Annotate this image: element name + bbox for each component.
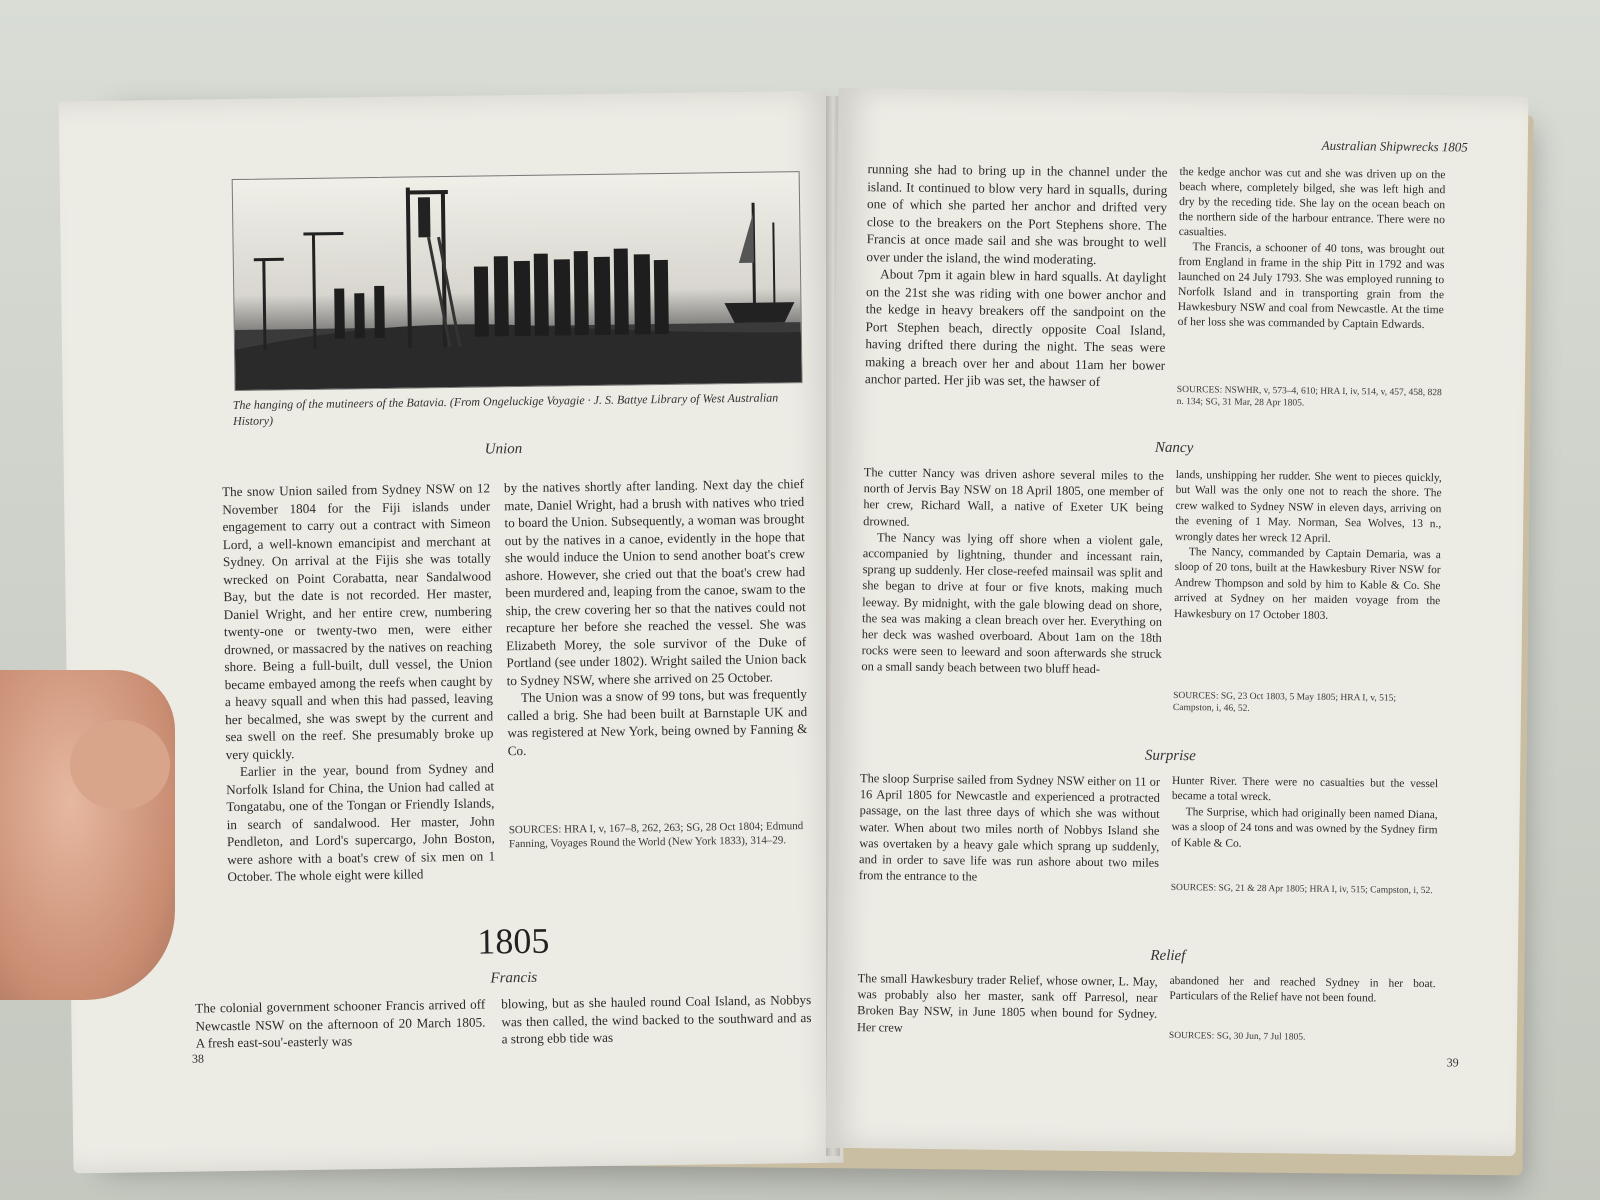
- relief-column-2: [1169, 974, 1435, 1008]
- illustration-caption: The hanging of the mutineers of the Batavia. (From Ongeluckige Voyagie · J. S. Battye Library of West Australian History): [232, 390, 779, 429]
- francis-sources: SOURCES: NSWHR, v, 573–4, 610; HRA I, iv, 514, v, 457, 458, 828 n. 134; SG, 31 Mar, 28 Apr 1805.: [1176, 384, 1442, 409]
- francis-cont-paragraph-3: the kedge anchor was cut and she was driven up on the beach where, completely bilged, she was left high and dry by the receding tide. She lay on the ocean beach on the northern side of the harbour entrance. There were no casualties.: [1178, 164, 1446, 239]
- right-page: [826, 88, 1529, 1156]
- francis-cont-paragraph-2: About 7pm it again blew in hard squalls. At daylight on the 21st she was riding with one bower anchor and the kedge in heavy breakers off the sandpoint on the Port Stephen beach, directly opposite Coal Island, having drifted there during the night. The seas were making a breach over her and about 11am her bower anchor parted. Her jib was set, the hawser of: [864, 266, 1167, 390]
- page-number-left: 38: [191, 1051, 205, 1066]
- surprise-column-1: [859, 770, 1160, 887]
- hand-holding-book: [0, 670, 175, 1000]
- relief-paragraph-1: The small Hawkesbury trader Relief, whose owner, L. May, was probably also her master, sank off Parresol, near Broken Bay NSW, in June 1805 when bound for Sydney. Her crew: [856, 971, 1158, 1035]
- relief-sources: SOURCES: SG, 30 Jun, 7 Jul 1805.: [1168, 1030, 1306, 1043]
- union-paragraph-4: The Union was a snow of 99 tons, but was frequently called a brig. She had been built at Barnstaple UK and was registered at New York, being owned by Fanning & Co.: [507, 686, 808, 758]
- batavia-hanging-illustration: [232, 171, 803, 391]
- union-paragraph-2: Earlier in the year, bound from Sydney and Norfolk Island for China, the Union had called at Tongatabu, one of the Tongan or Friendly Islands, in search of sandalwood. Her master, John Pendleton, and Lord's supercargo, John Boston, were ashore with a boat's crew of six men on 1 October. The whole eight were killed: [226, 760, 496, 885]
- illustration-drawing: [233, 172, 802, 390]
- francis-cont-column-2: [1178, 164, 1446, 332]
- nancy-column-2: [1174, 468, 1442, 625]
- section-title-surprise: Surprise: [1144, 747, 1196, 765]
- surprise-paragraph-3: The Surprise, which had originally been named Diana, was a sloop of 24 tons and was owned by the Sydney firm of Kable & Co.: [1171, 805, 1438, 850]
- thumb: [70, 720, 170, 810]
- surprise-sources: SOURCES: SG, 21 & 28 Apr 1805; HRA I, iv, 515; Campston, i, 52.: [1170, 882, 1433, 897]
- relief-column-1: [857, 970, 1158, 1038]
- surprise-paragraph-2: Hunter River. There were no casualties but the vessel became a total wreck.: [1171, 774, 1439, 804]
- union-column-1: [222, 479, 496, 885]
- union-paragraph-3: by the natives shortly after landing. Next day the chief mate, Daniel Wright, had a brush with natives who tried to board the Union. Subsequently, a woman was brought out by the natives in a canoe, evidently in the hope that she would induce the Union to send another boat's crew ashore. However, she cried out that the boat's crew had been murdered and, leaping from the canoe, swam to the ship, the crew covering her so that the natives could not recapture her before she reached the vessel. She was Elizabeth Morey, the sole survivor of the Duke of Portland (see under 1802). Wright sailed the Union back to Sydney NSW, where she arrived on 25 October.: [503, 476, 807, 688]
- francis-cont-paragraph-1: running she had to bring up in the channel under the island. It continued to blow very hard in squalls, during one of which she parted her anchor and drifted very close to the breakers on the Port Stephens shore. The Francis at once made sail and she was brought to well over under the island, the wind moderating.: [866, 161, 1168, 267]
- union-column-2: [504, 475, 808, 759]
- francis-cont-column-1: [865, 160, 1168, 391]
- francis-paragraph-2: blowing, but as she hauled round Coal Island, as Nobbys was then called, the wind backed to the southward and as a strong ebb tide was: [501, 992, 812, 1047]
- section-title-union: Union: [484, 440, 523, 458]
- francis-column-1: [195, 996, 486, 1053]
- section-title-francis: Francis: [490, 969, 538, 987]
- nancy-paragraph-1: The cutter Nancy was driven ashore several miles to the north of Jervis Bay NSW on 18 April 1805, one member of her crew, Richard Wall, a native of Exeter UK being drowned.: [863, 465, 1164, 529]
- union-sources: SOURCES: HRA I, v, 167–8, 262, 263; SG, 28 Oct 1804; Edmund Fanning, Voyages Round the World (New York 1833), 314–29.: [508, 820, 804, 851]
- page-number-right: 39: [1446, 1055, 1459, 1070]
- union-paragraph-1: The snow Union sailed from Sydney NSW on 12 November 1804 for the Fiji islands under engagement to carry out a contract with Simeon Lord, a well-known emancipist and merchant at Sydney. On arrival at the Fijis she was totally wrecked on Point Corabatta, near Sandalwood Bay, but the date is not recorded. Her master, Daniel Wright, and her entire crew, numbering twenty-one or twenty-two men, were either drowned, or massacred by the natives on reaching shore. Being a full-built, dull vessel, the Union became embayed among the reefs when caught by a heavy squall and when this had passed, leaving her becalmed, she was swept by the current and sea swell on the reef. She presumably broke up very quickly.: [221, 480, 494, 762]
- nancy-column-1: [861, 464, 1164, 678]
- surprise-column-2: [1171, 774, 1438, 854]
- nancy-paragraph-2: The Nancy was lying off shore when a violent gale, accompanied by lightning, thunder and incessant rain, sprang up suddenly. Her close-reefed mainsail was split and she began to drive at four or five knots, making much leeway. By midnight, with the gale blowing dead on shore, the sea was making a clean breach over her. Everything on her deck was washed overboard. About 1am on the 18th rocks were seen to leeward and soon afterwards she struck on a small sandy beach between two bluff head-: [861, 530, 1164, 677]
- running-head: Australian Shipwrecks 1805: [1321, 137, 1468, 155]
- nancy-paragraph-4: The Nancy, commanded by Captain Demaria, was a sloop of 20 tons, built at the Hawkesbury River NSW for Andrew Thompson and sold by him to Kable & Co. She arrived at Sydney on her maiden voyage from the Hawkesbury on 17 October 1803.: [1174, 546, 1441, 622]
- year-heading: 1805: [477, 920, 550, 962]
- francis-paragraph-1: The colonial government schooner Francis arrived off Newcastle NSW on the afternoon of 20 March 1805. A fresh east-sou'-easterly was: [195, 996, 486, 1051]
- section-title-relief: Relief: [1150, 947, 1186, 965]
- left-page: [59, 91, 844, 1174]
- francis-column-2: [501, 991, 812, 1048]
- section-title-nancy: Nancy: [1154, 439, 1194, 457]
- nancy-paragraph-3: lands, unshipping her rudder. She went to pieces quickly, but Wall was the only one not to reach the shore. The crew walked to Sydney NSW in eleven days, arriving on the evening of 1 May. Norman, Sea Wolves, 13 n., wrongly dates her wreck 12 April.: [1174, 468, 1442, 545]
- nancy-sources: SOURCES: SG, 23 Oct 1803, 5 May 1805; HRA I, v, 515; Campston, i, 46, 52.: [1172, 690, 1397, 714]
- surprise-paragraph-1: The sloop Surprise sailed from Sydney NSW either on 11 or 16 April 1805 for Newcastle and experienced a protracted passage, on the last three days of which she was without water. When about two miles north of Nobbys Island she was overtaken by a heavy gale which sprang up suddenly, and in order to save life was run ashore about two miles from the entrance to the: [858, 771, 1161, 884]
- relief-paragraph-2: abandoned her and reached Sydney in her boat. Particulars of the Relief have not been found.: [1169, 974, 1436, 1005]
- francis-cont-paragraph-4: The Francis, a schooner of 40 tons, was brought out from England in frame in the ship Pitt in 1792 and was launched on 24 July 1793. She was employed running to Norfolk Island and in transporting grain from the Hawkesbury NSW and coal from Newcastle. At the time of her loss she was commanded by Captain Edwards.: [1177, 240, 1445, 332]
